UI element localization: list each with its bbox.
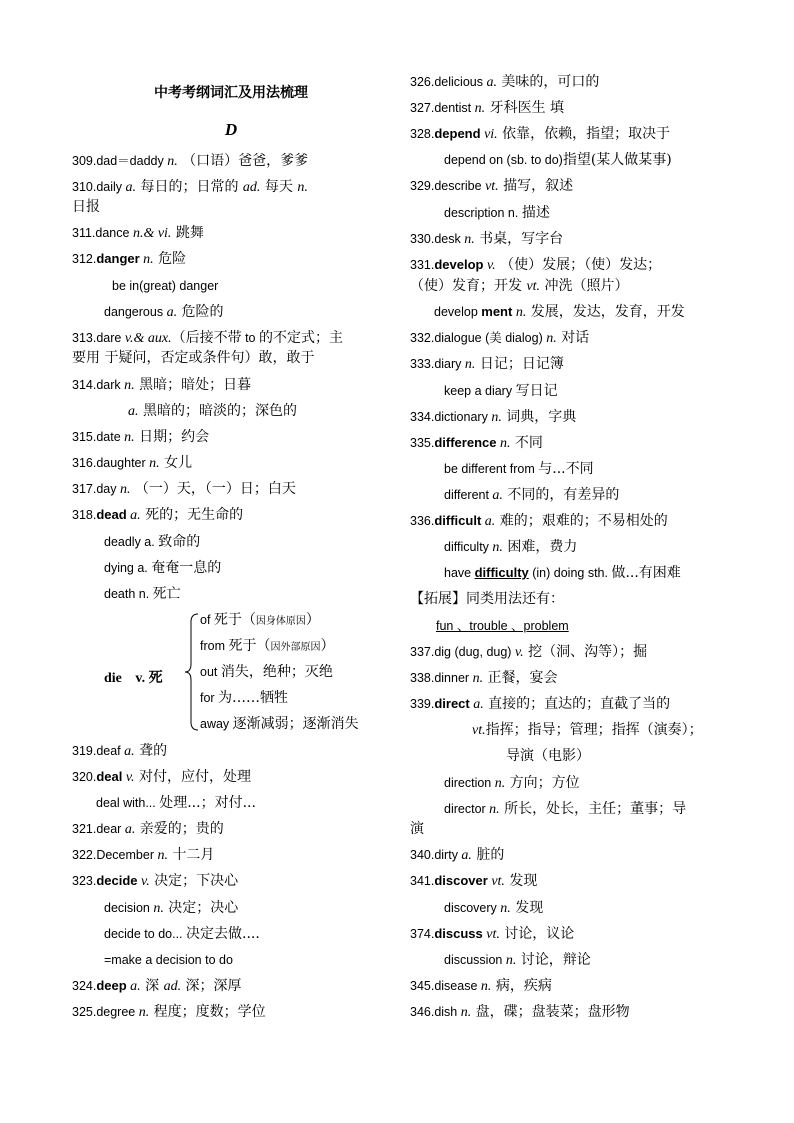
entry-text: n. xyxy=(499,436,511,451)
left-entry-line xyxy=(72,506,243,525)
entry-text: n. xyxy=(474,101,486,116)
entry-text: 338.dinner xyxy=(410,671,473,685)
entry-text: 330.desk xyxy=(410,232,465,246)
entry-text: （使）发育；开发 xyxy=(410,278,527,294)
entry-text: 发展，发达，发育，开发 xyxy=(526,304,685,320)
right-entry-line xyxy=(444,151,672,169)
entry-text: 程度；度数；学位 xyxy=(149,1004,266,1020)
right-entry-line xyxy=(410,695,670,714)
entry-text: n. xyxy=(464,357,476,372)
entry-text: 正餐，宴会 xyxy=(483,670,558,686)
entry-text: 危险 xyxy=(153,251,187,267)
entry-text: 311.dance xyxy=(72,226,133,240)
entry-text: a. xyxy=(166,305,178,320)
right-entry-line xyxy=(410,1003,630,1022)
entry-text: 336. xyxy=(410,514,435,528)
entry-text: n. xyxy=(494,776,506,791)
entry-text: depend xyxy=(434,126,481,141)
die-word: die xyxy=(104,671,122,686)
entry-text: n. xyxy=(297,180,308,195)
entry-text: vt. xyxy=(526,279,541,294)
entry-text: ad. xyxy=(163,979,182,994)
entry-text: 美味的，可口的 xyxy=(496,74,600,90)
entry-text: 讨论，议论 xyxy=(499,926,575,942)
entry-text: dangerous xyxy=(104,305,167,319)
entry-text: n. xyxy=(157,848,168,863)
right-entry-line xyxy=(444,951,591,970)
section-letter: D xyxy=(224,120,238,139)
entry-text: 深；深厚 xyxy=(181,978,242,994)
entry-text: be in(great) danger xyxy=(112,279,219,293)
right-entry-line xyxy=(506,747,590,765)
entry-text: 死亡 xyxy=(152,586,181,602)
left-entry-line xyxy=(72,768,251,787)
entry-text: 指望(某人做某事) xyxy=(562,152,672,168)
entry-text: n. xyxy=(472,671,484,686)
entry-text: 314.dark xyxy=(72,378,125,392)
right-entry-line xyxy=(410,977,552,996)
entry-text: deep xyxy=(96,978,127,993)
die-brace xyxy=(182,612,200,732)
entry-text: deal xyxy=(96,769,123,784)
entry-text: 因外部原因 xyxy=(270,642,321,653)
entry-text: difficulty xyxy=(444,540,493,554)
left-entry-line xyxy=(104,303,224,322)
entry-text: 337.dig (dug, dug) xyxy=(410,645,515,659)
right-entry-line xyxy=(434,303,685,322)
entry-text: 演 xyxy=(410,821,424,837)
entry-text: 描写，叙述 xyxy=(498,178,574,194)
entry-text: a. xyxy=(124,744,135,759)
entry-text: death n. xyxy=(104,587,153,601)
left-entry-line xyxy=(72,198,100,216)
entry-text: ad. xyxy=(242,180,261,195)
entry-text: discussion xyxy=(444,953,506,967)
entry-text: n. xyxy=(464,232,475,247)
left-entry-line xyxy=(200,689,288,707)
left-entry-line xyxy=(72,977,242,996)
entry-text: description n. xyxy=(444,206,522,220)
entry-text: discovery xyxy=(444,901,501,915)
entry-text: n. xyxy=(149,456,160,471)
left-entry-line xyxy=(104,899,238,918)
right-entry-line xyxy=(410,820,424,838)
entry-text: 指挥；指导；管理；指挥（演奏）； xyxy=(485,722,703,738)
entry-text: a. xyxy=(461,848,472,863)
entry-text: 十二月 xyxy=(167,847,215,863)
entry-text: 335. xyxy=(410,436,435,450)
entry-text: a. xyxy=(486,75,497,90)
entry-text: n. xyxy=(138,1005,150,1020)
entry-text: 339. xyxy=(410,697,435,711)
entry-text: a. xyxy=(492,488,503,503)
entry-text: ） xyxy=(320,638,335,654)
entry-text: 325.degree xyxy=(72,1005,139,1019)
entry-text: v. xyxy=(125,770,135,785)
right-entry-line xyxy=(444,382,558,400)
right-entry-line xyxy=(444,774,580,793)
entry-text: director xyxy=(444,802,490,816)
entry-text: 334.dictionary xyxy=(410,410,492,424)
entry-text: 313.dare xyxy=(72,331,125,345)
entry-text: 对话 xyxy=(556,330,590,346)
entry-text: a. xyxy=(473,697,484,712)
right-entry-line xyxy=(410,125,670,144)
entry-text: 直接的；直达的；直截了当的 xyxy=(483,696,671,712)
entry-text: deadly a. xyxy=(104,535,159,549)
left-entry-line xyxy=(72,376,251,395)
entry-text: 346.dish xyxy=(410,1005,461,1019)
entry-text: 书桌，写字台 xyxy=(474,231,564,247)
entry-text: 发现 xyxy=(510,900,544,916)
entry-text: v. xyxy=(141,874,150,889)
left-entry-line xyxy=(72,152,308,171)
left-entry-line xyxy=(112,277,218,295)
left-entry-line xyxy=(72,480,296,499)
entry-text: 决定去做.... xyxy=(186,926,260,942)
entry-text: 描述 xyxy=(521,205,550,221)
right-entry-line xyxy=(410,177,573,196)
entry-text: away xyxy=(200,717,233,731)
entry-text: 333.diary xyxy=(410,357,465,371)
left-entry-line xyxy=(200,663,333,681)
right-entry-line xyxy=(444,899,543,918)
entry-text: develop xyxy=(434,257,484,272)
right-entry-line xyxy=(444,538,577,557)
entry-text: 致命的 xyxy=(158,534,201,550)
left-entry-line xyxy=(72,742,167,761)
right-entry-line xyxy=(410,925,574,944)
die-meaning: 死 xyxy=(148,670,163,686)
entry-text: 326.delicious xyxy=(410,75,487,89)
entry-text: 方向；方位 xyxy=(505,775,580,791)
entry-text: 写日记 xyxy=(515,383,558,399)
entry-text: 345.disease xyxy=(410,979,481,993)
right-entry-line xyxy=(410,329,589,348)
entry-text: （使）发展；（使）发达； xyxy=(495,257,662,273)
entry-text: 322.December xyxy=(72,848,158,862)
right-entry-line xyxy=(444,564,681,582)
entry-text: 盘，碟；盘装菜；盘形物 xyxy=(471,1004,630,1020)
right-entry-line xyxy=(410,846,504,865)
entry-text: a. xyxy=(484,514,496,529)
entry-text: of xyxy=(200,613,214,627)
entry-text: 词典，字典 xyxy=(501,409,577,425)
entry-text: n. xyxy=(480,979,492,994)
entry-text: 讨论，辩论 xyxy=(516,952,591,968)
entry-text: 320. xyxy=(72,770,97,784)
entry-text: 310.daily xyxy=(72,180,126,194)
right-entry-line xyxy=(410,355,564,374)
left-entry-line xyxy=(72,250,186,269)
right-entry-line xyxy=(410,73,599,92)
entry-text: 黑暗的；暗淡的；深色的 xyxy=(138,403,297,419)
entry-text: 逐渐减弱；逐渐消失 xyxy=(232,716,359,732)
entry-text: out xyxy=(200,665,221,679)
entry-text: 病，疾病 xyxy=(491,978,552,994)
entry-text: n. xyxy=(119,482,131,497)
right-entry-line xyxy=(444,460,594,478)
entry-text: a. xyxy=(125,180,137,195)
entry-text: dying a. xyxy=(104,561,152,575)
entry-text: direct xyxy=(434,696,470,711)
entry-text: 309.dad＝daddy xyxy=(72,154,168,168)
entry-text: 奄奄一息的 xyxy=(151,560,222,576)
entry-text: 341. xyxy=(410,874,435,888)
entry-text: dead xyxy=(96,507,127,522)
entry-text: decide to do... xyxy=(104,927,187,941)
entry-text: 依靠，依赖，指望；取决于 xyxy=(497,126,671,142)
entry-text: v. xyxy=(514,645,524,660)
entry-text: 因身体原因 xyxy=(255,616,306,627)
entry-text: v.& aux. xyxy=(124,331,172,346)
left-entry-line xyxy=(104,533,200,551)
right-entry-line xyxy=(410,99,564,118)
right-entry-line xyxy=(410,230,563,249)
entry-text: 困难，费力 xyxy=(502,539,578,555)
entry-text: 315.date xyxy=(72,430,125,444)
entry-text: n. xyxy=(500,901,511,916)
entry-text: 319.deaf xyxy=(72,744,125,758)
entry-text: n. xyxy=(143,252,154,267)
left-entry-line xyxy=(72,872,238,891)
right-entry-line xyxy=(444,800,686,819)
entry-text: 女儿 xyxy=(159,455,193,471)
left-entry-line xyxy=(72,329,343,348)
left-entry-line xyxy=(104,585,181,603)
entry-text: 死于（ xyxy=(213,612,256,628)
entry-text: 的不定式；主 xyxy=(258,330,343,346)
entry-text: 316.daughter xyxy=(72,456,150,470)
right-entry-line xyxy=(410,512,668,531)
entry-text: 死于（ xyxy=(228,638,271,654)
entry-text: deal with... xyxy=(96,796,160,810)
entry-text: 不同的，有差异的 xyxy=(502,487,620,503)
right-entry-line xyxy=(444,486,619,505)
entry-text: different xyxy=(444,488,493,502)
entry-text: =make a decision to do xyxy=(104,953,233,967)
entry-text: develop xyxy=(434,305,482,319)
entry-text: 处理...；对付... xyxy=(159,795,256,811)
right-entry-line xyxy=(410,643,647,662)
entry-text: vt. xyxy=(491,874,505,889)
die-label xyxy=(104,667,163,687)
entry-text: 亲爱的；贵的 xyxy=(135,821,224,837)
entry-text: 黑暗；暗处；日暮 xyxy=(134,377,252,393)
right-entry-line xyxy=(410,256,661,275)
left-entry-line xyxy=(128,402,297,421)
entry-text: (in) doing sth. xyxy=(528,566,612,580)
entry-text: a. xyxy=(124,822,136,837)
entry-text: difficult xyxy=(434,513,482,528)
entry-text: n. xyxy=(492,540,503,555)
entry-text: 危险的 xyxy=(177,304,224,320)
entry-text: n. xyxy=(515,305,527,320)
entry-text: discuss xyxy=(434,926,483,941)
entry-text: （一）天，（一）日；白天 xyxy=(130,481,296,497)
entry-text: 【拓展】同类用法还有： xyxy=(410,591,564,607)
entry-text: decide xyxy=(96,873,138,888)
entry-text: a. xyxy=(128,404,139,419)
entry-text: 决定；决心 xyxy=(163,900,239,916)
right-entry-line xyxy=(410,669,558,688)
entry-text: fun 、trouble 、problem xyxy=(436,619,569,633)
left-entry-line xyxy=(72,820,224,839)
entry-text: n. xyxy=(124,430,135,445)
entry-text: （后接不带 xyxy=(171,330,242,346)
entry-text: 为……牺牲 xyxy=(218,690,289,706)
entry-text: 导演（电影） xyxy=(506,748,590,764)
left-entry-line xyxy=(104,951,233,969)
entry-text: 321.dear xyxy=(72,822,125,836)
entry-text: 331. xyxy=(410,258,435,272)
left-entry-line xyxy=(72,428,209,447)
entry-text: to xyxy=(241,331,259,345)
entry-text: 324. xyxy=(72,979,97,993)
left-entry-line xyxy=(200,611,320,631)
entry-text: 决定；下决心 xyxy=(149,873,239,889)
entry-text: 脏的 xyxy=(471,847,505,863)
right-entry-line xyxy=(410,408,576,427)
entry-text: 332.dialogue (美 dialog) xyxy=(410,331,547,345)
entry-text: n. xyxy=(505,953,517,968)
right-entry-line xyxy=(436,617,569,635)
entry-text: have xyxy=(444,566,475,580)
entry-text: 323. xyxy=(72,874,97,888)
left-entry-line xyxy=(96,794,256,812)
entry-text: 328. xyxy=(410,127,435,141)
entry-text: 跳舞 xyxy=(171,225,204,241)
entry-text: n. xyxy=(460,1005,472,1020)
entry-text: 329.describe xyxy=(410,179,486,193)
entry-text: n. xyxy=(546,331,557,346)
right-entry-line xyxy=(410,872,537,891)
entry-text: 与...不同 xyxy=(538,461,594,477)
entry-text: 发现 xyxy=(504,873,538,889)
entry-text: n. xyxy=(489,802,500,817)
entry-text: 327.dentist xyxy=(410,101,475,115)
left-entry-line xyxy=(72,224,204,243)
entry-text: 340.dirty xyxy=(410,848,462,862)
page-title: 中考考纲词汇及用法梳理 xyxy=(154,85,308,101)
entry-text: 日报 xyxy=(72,199,100,215)
entry-text: vt. xyxy=(485,179,499,194)
right-entry-line xyxy=(410,590,564,608)
entry-text: 每日的；日常的 xyxy=(136,179,243,195)
entry-text: 冲洗（照片） xyxy=(540,278,629,294)
right-entry-line xyxy=(410,434,543,453)
entry-text: 难的；艰难的；不易相处的 xyxy=(495,513,668,529)
entry-text: 聋的 xyxy=(134,743,168,759)
entry-text: for xyxy=(200,691,219,705)
entry-text: discover xyxy=(434,873,488,888)
entry-text: ment xyxy=(481,304,513,319)
entry-text: 要用 于疑问，否定或条件句）敢，敢于 xyxy=(72,350,315,366)
entry-text: 对付，应付，处理 xyxy=(134,769,251,785)
right-entry-line xyxy=(410,277,629,296)
entry-text: ） xyxy=(305,612,320,628)
entry-text: vt. xyxy=(486,927,500,942)
right-entry-line xyxy=(472,721,703,740)
entry-text: 318. xyxy=(72,508,97,522)
entry-text: vt. xyxy=(472,723,486,738)
entry-text: direction xyxy=(444,776,495,790)
left-entry-line xyxy=(200,637,334,657)
left-entry-line xyxy=(72,454,192,473)
entry-text: depend on (sb. to do) xyxy=(444,153,563,167)
entry-text: 消失，绝种；灭绝 xyxy=(220,664,333,680)
entry-text: 不同 xyxy=(510,435,543,451)
entry-text: 挖（洞、沟等）；掘 xyxy=(523,644,648,660)
entry-text: 312. xyxy=(72,252,97,266)
entry-text: be different from xyxy=(444,462,539,476)
entry-text: 深 xyxy=(140,978,164,994)
entry-text: n. xyxy=(124,378,135,393)
entry-text: 每天 xyxy=(260,179,298,195)
entry-text: 做...有困难 xyxy=(611,565,681,581)
left-entry-line xyxy=(72,1003,266,1022)
left-entry-line xyxy=(72,846,214,865)
entry-text: n. xyxy=(491,410,502,425)
entry-text: vi. xyxy=(484,127,498,142)
entry-text: 牙科医生 填 xyxy=(485,100,565,116)
entry-text: a. xyxy=(130,508,141,523)
entry-text: 日期；约会 xyxy=(134,429,210,445)
entry-text: n. xyxy=(153,901,164,916)
entry-text: 374. xyxy=(410,927,435,941)
entry-text: n. xyxy=(167,154,178,169)
left-entry-line xyxy=(72,349,314,367)
entry-text: keep a diary xyxy=(444,384,516,398)
entry-text: decision xyxy=(104,901,154,915)
entry-text: difference xyxy=(434,435,497,450)
entry-text: 日记；日记簿 xyxy=(475,356,564,372)
left-entry-line xyxy=(104,925,260,943)
entry-text: a. xyxy=(130,979,141,994)
entry-text: （口语）爸爸，爹爹 xyxy=(177,153,309,169)
die-pos: v. xyxy=(135,671,146,686)
entry-text: from xyxy=(200,639,229,653)
entry-text: difficulty xyxy=(474,565,529,580)
left-entry-line xyxy=(200,715,359,733)
entry-text: 所长，处长，主任；董事；导 xyxy=(499,801,687,817)
left-entry-line xyxy=(72,178,308,197)
entry-text: 死的；无生命的 xyxy=(140,507,244,523)
entry-text: n.& vi. xyxy=(132,226,172,241)
right-entry-line xyxy=(444,204,550,222)
entry-text: 317.day xyxy=(72,482,120,496)
entry-text: danger xyxy=(96,251,140,266)
left-entry-line xyxy=(104,559,221,577)
entry-text: v. xyxy=(486,258,496,273)
